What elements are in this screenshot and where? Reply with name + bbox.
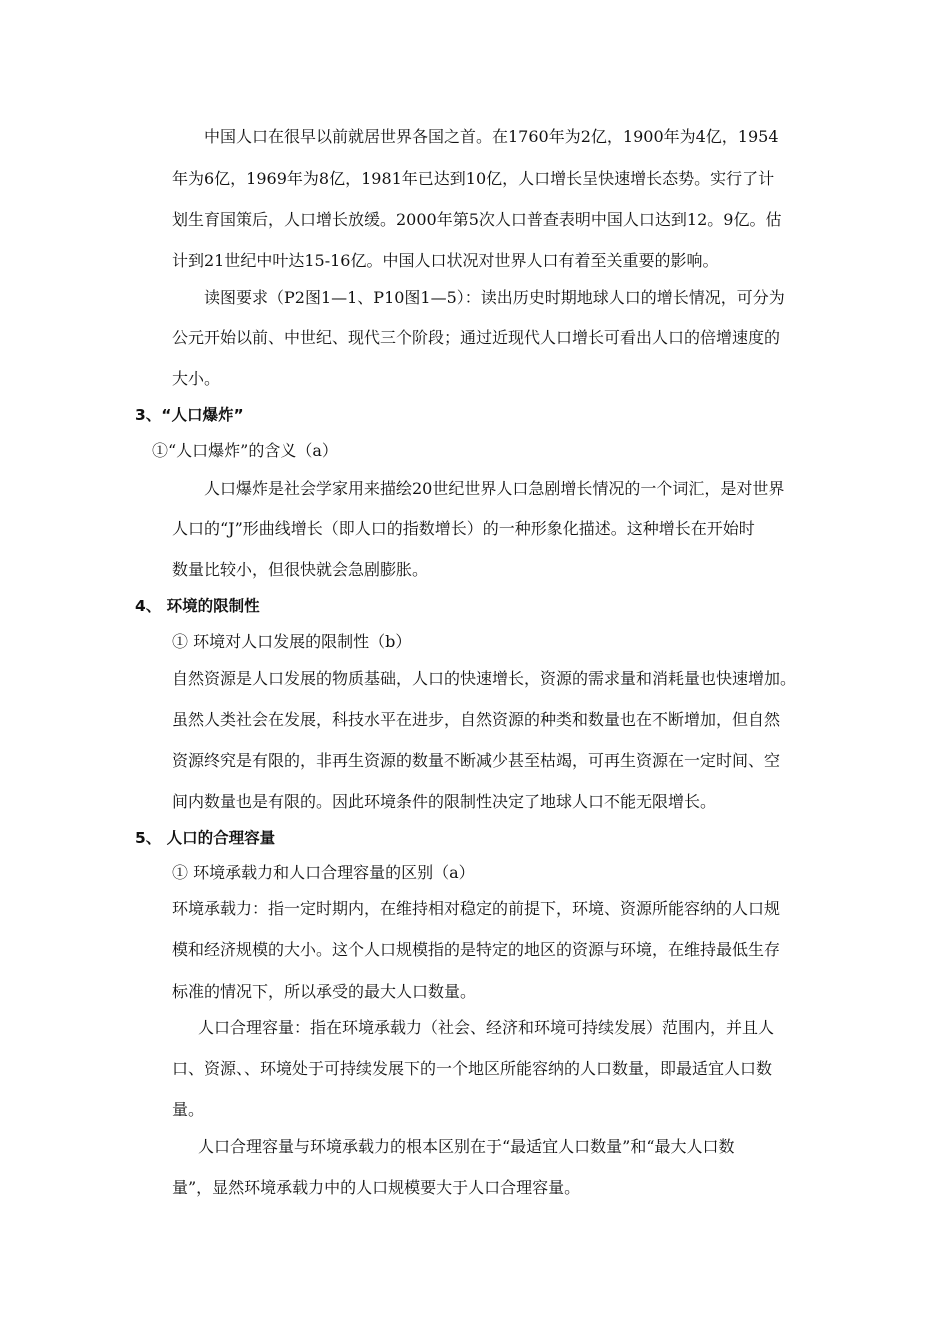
section-heading-population-explosion: 3、“人口爆炸”: [135, 406, 244, 424]
text-line: 读图要求（P2图1—1、P10图1—5）：读出历史时期地球人口的增长情况，可分为: [204, 288, 785, 307]
text-line: 年为6亿，1969年为8亿，1981年已达到10亿，人口增长呈快速增长态势。实行了计: [172, 169, 775, 188]
text-line: 公元开始以前、中世纪、现代三个阶段；通过近现代人口增长可看出人口的倍增速度的: [172, 328, 781, 347]
text-line: 数量比较小，但很快就会急剧膨胀。: [172, 560, 429, 579]
text-line: 口、资源、、环境处于可持续发展下的一个地区所能容纳的人口数量，即最适宜人口数: [172, 1059, 773, 1078]
subheading-explosion-meaning: ①“人口爆炸”的含义（a）: [152, 441, 338, 460]
text-line: 人口合理容量：指在环境承载力（社会、经济和环境可持续发展）范围内，并且人: [198, 1018, 775, 1037]
text-line: 模和经济规模的大小。这个人口规模指的是特定的地区的资源与环境，在维持最低生存: [172, 940, 781, 959]
subheading-environment-limits: ① 环境对人口发展的限制性（b）: [172, 632, 412, 651]
section-heading-environment-limits: 4、 环境的限制性: [135, 597, 260, 615]
text-line: 环境承载力：指一定时期内，在维持相对稳定的前提下，环境、资源所能容纳的人口规: [172, 899, 781, 918]
text-line: 人口爆炸是社会学家用来描绘20世纪世界人口急剧增长情况的一个词汇，是对世界: [204, 479, 785, 498]
text-line: 中国人口在很早以前就居世界各国之首。在1760年为2亿，1900年为4亿，1954: [204, 127, 779, 146]
text-line: 资源终究是有限的，非再生资源的数量不断减少甚至枯竭，可再生资源在一定时间、空: [172, 751, 781, 770]
text-line: 量”，显然环境承载力中的人口规模要大于人口合理容量。: [172, 1178, 581, 1197]
text-line: 人口合理容量与环境承载力的根本区别在于“最适宜人口数量”和“最大人口数: [198, 1137, 735, 1156]
section-heading-reasonable-capacity: 5、 人口的合理容量: [135, 829, 276, 847]
text-line: 人口的“J”形曲线增长（即人口的指数增长）的一种形象化描述。这种增长在开始时: [172, 519, 755, 538]
text-line: 虽然人类社会在发展，科技水平在进步，自然资源的种类和数量也在不断增加，但自然: [172, 710, 781, 729]
subheading-capacity-difference: ① 环境承载力和人口合理容量的区别（a）: [172, 863, 475, 882]
text-line: 计到21世纪中叶达15-16亿。中国人口状况对世界人口有着至关重要的影响。: [172, 251, 719, 270]
text-line: 划生育国策后，人口增长放缓。2000年第5次人口普查表明中国人口达到12。9亿。估: [172, 210, 782, 229]
text-line: 间内数量也是有限的。因此环境条件的限制性决定了地球人口不能无限增长。: [172, 792, 717, 811]
text-line: 自然资源是人口发展的物质基础，人口的快速增长，资源的需求量和消耗量也快速增加。: [172, 669, 797, 688]
text-line: 标准的情况下，所以承受的最大人口数量。: [172, 982, 477, 1001]
text-line: 量。: [172, 1100, 205, 1119]
text-line: 大小。: [172, 369, 221, 388]
